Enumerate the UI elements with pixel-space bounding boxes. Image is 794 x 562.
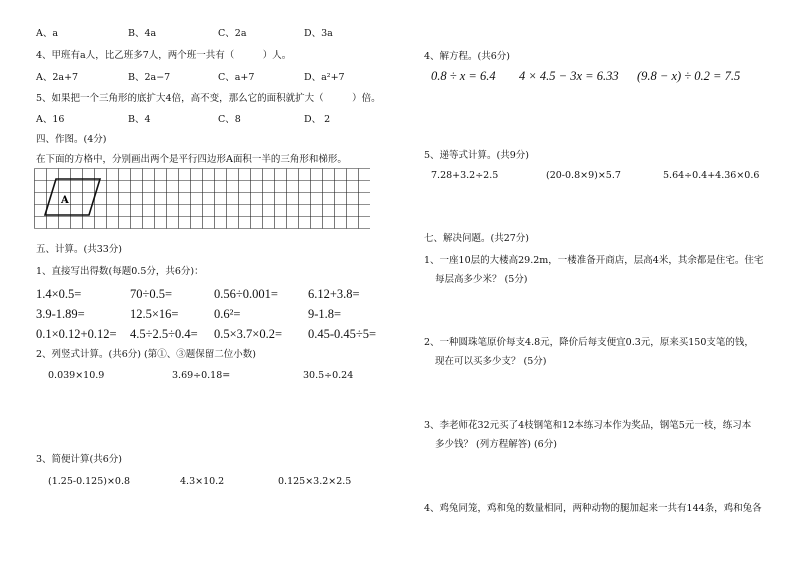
q5-stem: 5、如果把一个三角形的底扩大4倍，高不变，那么它的面积就扩大（ ）倍。 bbox=[36, 93, 381, 104]
q4-stem: 4、甲班有a人，比乙班多7人，两个班一共有（ ）人。 bbox=[36, 50, 292, 61]
equation-title: 4、解方程。(共6分) bbox=[424, 51, 511, 62]
calc1-item: 0.56÷0.001= bbox=[214, 287, 278, 301]
q4-option-a: A、2a+7 bbox=[36, 72, 79, 83]
q3-option-a: A、a bbox=[36, 28, 59, 39]
calc3-item: 0.125×3.2×2.5 bbox=[278, 476, 352, 487]
q4-option-b: B、2a−7 bbox=[128, 72, 171, 83]
problem-2-line-1: 2、一种圆珠笔原价每支4.8元，降价后每支便宜0.3元，原来买150支笔的钱， bbox=[424, 337, 754, 348]
q5-option-b: B、4 bbox=[128, 114, 151, 125]
q5-option-a: A、16 bbox=[36, 114, 65, 125]
calc1-item: 6.12+3.8= bbox=[308, 287, 360, 301]
stepwise-item: 5.64÷0.4+4.36×0.6 bbox=[663, 170, 760, 181]
calc1-item: 12.5×16= bbox=[130, 307, 179, 321]
section4-instruction: 在下面的方格中，分别画出两个是平行四边形A面积一半的三角形和梯形。 bbox=[36, 154, 347, 165]
q3-option-c: C、2a bbox=[218, 28, 247, 39]
stepwise-item: 7.28+3.2÷2.5 bbox=[431, 170, 499, 181]
q5-option-d: D、 2 bbox=[304, 114, 331, 125]
calc1-item: 0.1×0.12+0.12= bbox=[36, 327, 117, 341]
calc1-item: 70÷0.5= bbox=[130, 287, 173, 301]
parallelogram-label: A bbox=[61, 195, 69, 206]
section5-title: 五、计算。(共33分) bbox=[36, 244, 123, 255]
calc1-item: 0.5×3.7×0.2= bbox=[214, 327, 283, 341]
problem-1-line-2: 每层高多少米？ (5分) bbox=[435, 274, 528, 285]
calc1-item: 0.6²= bbox=[214, 307, 241, 321]
q3-option-b: B、4a bbox=[128, 28, 157, 39]
calc1-item: 3.9-1.89= bbox=[36, 307, 85, 321]
section7-title: 七、解决问题。(共27分) bbox=[424, 233, 530, 244]
calc2-title: 2、列竖式计算。(共6分) (第①、③题保留二位小数) bbox=[36, 349, 256, 360]
equation-3: (9.8 − x) ÷ 0.2 = 7.5 bbox=[637, 69, 741, 83]
q4-option-d: D、a²+7 bbox=[304, 72, 345, 83]
problem-3-line-1: 3、李老师花32元买了4枝钢笔和12本练习本作为奖品，钢笔5元一枝，练习本 bbox=[424, 420, 752, 431]
calc3-item: 4.3×10.2 bbox=[180, 476, 225, 487]
drawing-grid bbox=[34, 168, 370, 230]
calc1-title: 1、直接写出得数(每题0.5分，共6分)： bbox=[36, 266, 204, 277]
equation-2: 4 × 4.5 − 3x = 6.33 bbox=[519, 69, 619, 83]
calc1-item: 0.45-0.45÷5= bbox=[308, 327, 377, 341]
parallelogram-a bbox=[45, 179, 100, 215]
calc1-item: 1.4×0.5= bbox=[36, 287, 82, 301]
calc2-item: 30.5÷0.24 bbox=[303, 370, 354, 381]
calc2-item: 0.039×10.9 bbox=[48, 370, 105, 381]
problem-3-line-2: 多少钱？ (列方程解答) (6分) bbox=[435, 439, 557, 450]
stepwise-item: (20-0.8×9)×5.7 bbox=[546, 170, 621, 181]
calc3-title: 3、简便计算(共6分) bbox=[36, 454, 123, 465]
section4-title: 四、作图。(4分) bbox=[36, 134, 107, 145]
q3-option-d: D、3a bbox=[304, 28, 333, 39]
equation-1: 0.8 ÷ x = 6.4 bbox=[431, 69, 496, 83]
calc3-item: (1.25-0.125)×0.8 bbox=[48, 476, 131, 487]
problem-4-line-1: 4、鸡兔同笼，鸡和兔的数量相同，两种动物的腿加起来一共有144条，鸡和兔各 bbox=[424, 503, 762, 514]
calc1-item: 9-1.8= bbox=[308, 307, 342, 321]
calc2-item: 3.69÷0.18= bbox=[172, 370, 231, 381]
q4-option-c: C、a+7 bbox=[218, 72, 255, 83]
problem-2-line-2: 现在可以买多少支？ (5分) bbox=[435, 356, 547, 367]
stepwise-title: 5、递等式计算。(共9分) bbox=[424, 150, 530, 161]
calc1-item: 4.5÷2.5÷0.4= bbox=[130, 327, 198, 341]
problem-1-line-1: 1、一座10层的大楼高29.2m，一楼准备开商店，层高4米，其余都是住宅。住宅 bbox=[424, 255, 764, 266]
q5-option-c: C、8 bbox=[218, 114, 241, 125]
